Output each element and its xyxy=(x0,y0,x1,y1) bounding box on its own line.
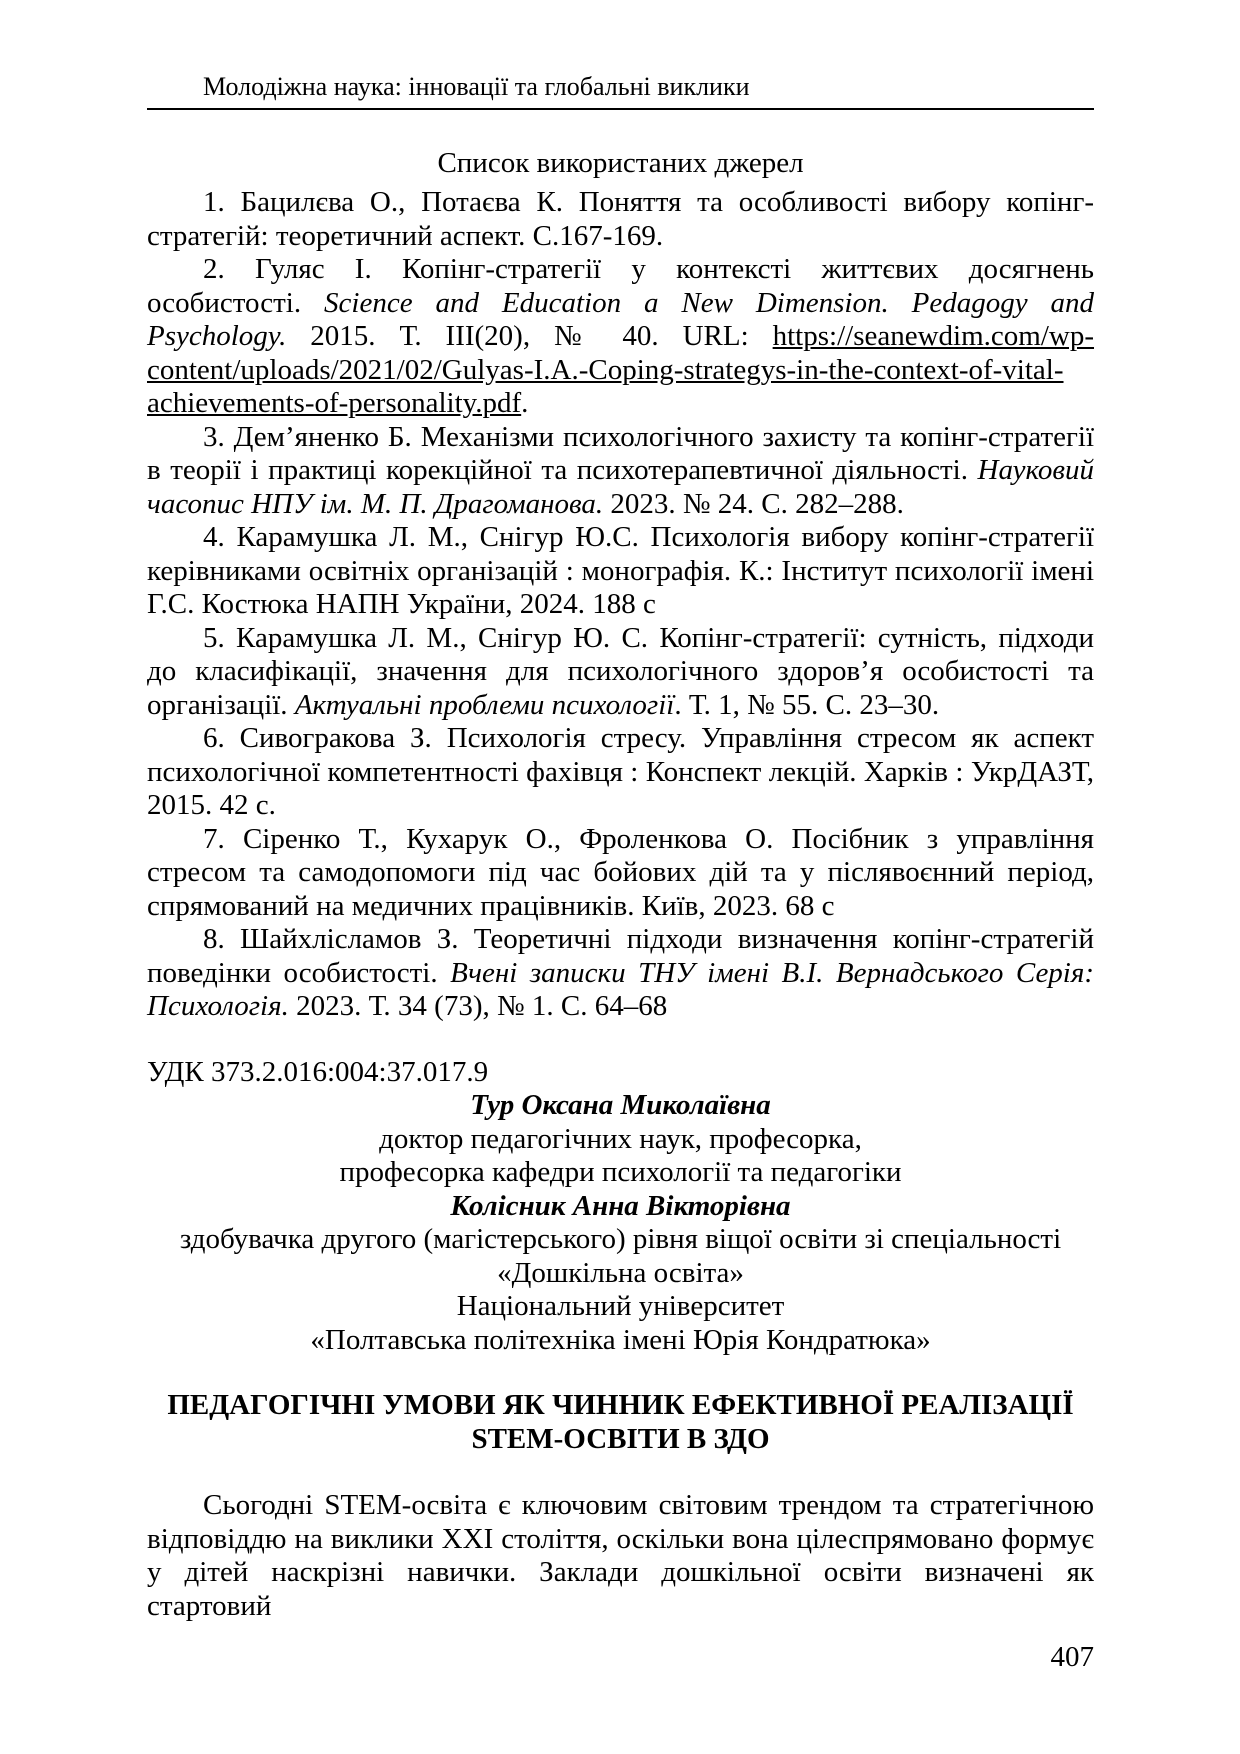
author-detail: Національний університет xyxy=(456,1290,785,1322)
reference-item xyxy=(147,421,1094,522)
author-detail: професорка кафедри психології та педагогіки xyxy=(339,1156,902,1188)
reference-source-title: Science and Education a New Dimension. Pedagogy and Psychology. xyxy=(147,286,1094,352)
reference-source-title: Науковий часопис НПУ ім. М. П. Драгоманова. xyxy=(147,454,1094,520)
author-detail: «Дошкільна освіта» xyxy=(497,1256,744,1289)
author-name: Тур Оксана Миколаївна xyxy=(470,1089,771,1121)
reference-text: 3. Дем’яненко Б. Механізми психологічного захисту та копінг-стратегії в теорії і практиці корекційної та психотерапевтичної діяльності. xyxy=(147,420,1094,486)
reference-text: 2023. № 24. С. 282–288. xyxy=(603,487,904,520)
reference-source-title: Вчені записки ТНУ імені В.І. Вернадського Серія: Психологія. xyxy=(147,956,1095,1022)
author-detail: «Полтавська політехніка імені Юрія Кондратюка» xyxy=(310,1323,931,1356)
content-area xyxy=(147,0,1094,1623)
author-detail: доктор педагогічних наук, професорка, xyxy=(379,1122,862,1155)
body-paragraph: Сьогодні STEM-освіта є ключовим світовим трендом та стратегічною відповіддю на виклики ХХІ століття, оскільки вона цілеспрямовано формує у дітей наскрізні навички. Заклади дошкільної освіти визначені як стартовий xyxy=(147,1489,1094,1622)
reference-item xyxy=(147,186,1094,253)
reference-item xyxy=(147,622,1094,723)
references-heading: Список використаних джерел xyxy=(437,147,804,179)
reference-source-title: Актуальні проблеми психології xyxy=(294,688,675,721)
reference-text: 6. Сивогракова З. Психологія стресу. Управління стресом як аспект психологічної компетентності фахівця : Конспект лекцій. Харків : УкрДАЗТ, 2015. 42 с. xyxy=(147,722,1094,821)
author-detail: здобувачка другого (магістерського) рівня віщої освіти зі спеціальності xyxy=(179,1223,1062,1255)
reference-item xyxy=(147,923,1094,1024)
reference-item xyxy=(147,722,1094,823)
author-block xyxy=(147,1089,1094,1357)
reference-text: 2023. Т. 34 (73), № 1. С. 64–68 xyxy=(288,990,668,1022)
article-title-line-2: STEM-ОСВІТИ В ЗДО xyxy=(471,1422,770,1455)
reference-list xyxy=(147,186,1094,1024)
header-rule xyxy=(147,108,1094,110)
reference-text: 4. Карамушка Л. М., Снігур Ю.С. Психологія вибору копінг-стратегії керівниками освітніх організацій : монографія. К.: Інститут психології імені Г.С. Костюка НАПН України, 2024. 188 с xyxy=(147,521,1094,620)
article-title xyxy=(147,1389,1094,1456)
reference-text: 5. Карамушка Л. М., Снігур Ю. С. Копінг-стратегії: сутність, підходи до класифікації, значення для психологічного здоров’я особистості та організації. xyxy=(147,621,1094,721)
reference-item xyxy=(147,253,1094,421)
reference-text: . Т. 1, № 55. С. 23–30. xyxy=(674,688,940,721)
reference-item xyxy=(147,521,1094,622)
reference-url-link[interactable]: https://seanewdim.com/wp-content/uploads/2021/02/Gulyas-I.A.-Coping-strategys-in-the-context-of-vital-achievements-of-personality.pdf xyxy=(147,320,1094,419)
page-number: 407 xyxy=(1050,1641,1094,1673)
reference-text: 1. Бацилєва О., Потаєва К. Поняття та особливості вибору копінг-стратегій: теоретичний аспект. С.167-169. xyxy=(147,186,1094,252)
reference-text: 2015. Т. III(20), № 40. URL: xyxy=(286,320,773,352)
reference-text: 7. Сіренко Т., Кухарук О., Фроленкова О. Посібник з управління стресом та самодопомоги під час бойових дій та у післявоєнний період, спрямований на медичних працівників. Київ, 2023. 68 с xyxy=(147,822,1094,922)
author-name: Колісник Анна Вікторівна xyxy=(450,1189,791,1222)
article-title-line-1: ПЕДАГОГІЧНІ УМОВИ ЯК ЧИННИК ЕФЕКТИВНОЇ РЕАЛІЗАЦІЇ xyxy=(167,1389,1074,1421)
reference-text: 2. Гуляс І. Копінг-стратегії у контексті життєвих досягнень особистості. xyxy=(147,253,1094,319)
reference-item xyxy=(147,823,1094,924)
running-header: Молодіжна наука: інновації та глобальні виклики xyxy=(203,72,750,101)
udc-code: УДК 373.2.016:004:37.017.9 xyxy=(147,1055,489,1088)
reference-text: 8. Шайхлісламов З. Теоретичні підходи визначення копінг-стратегій поведінки особистості. xyxy=(147,923,1094,989)
reference-text: . xyxy=(521,387,529,419)
